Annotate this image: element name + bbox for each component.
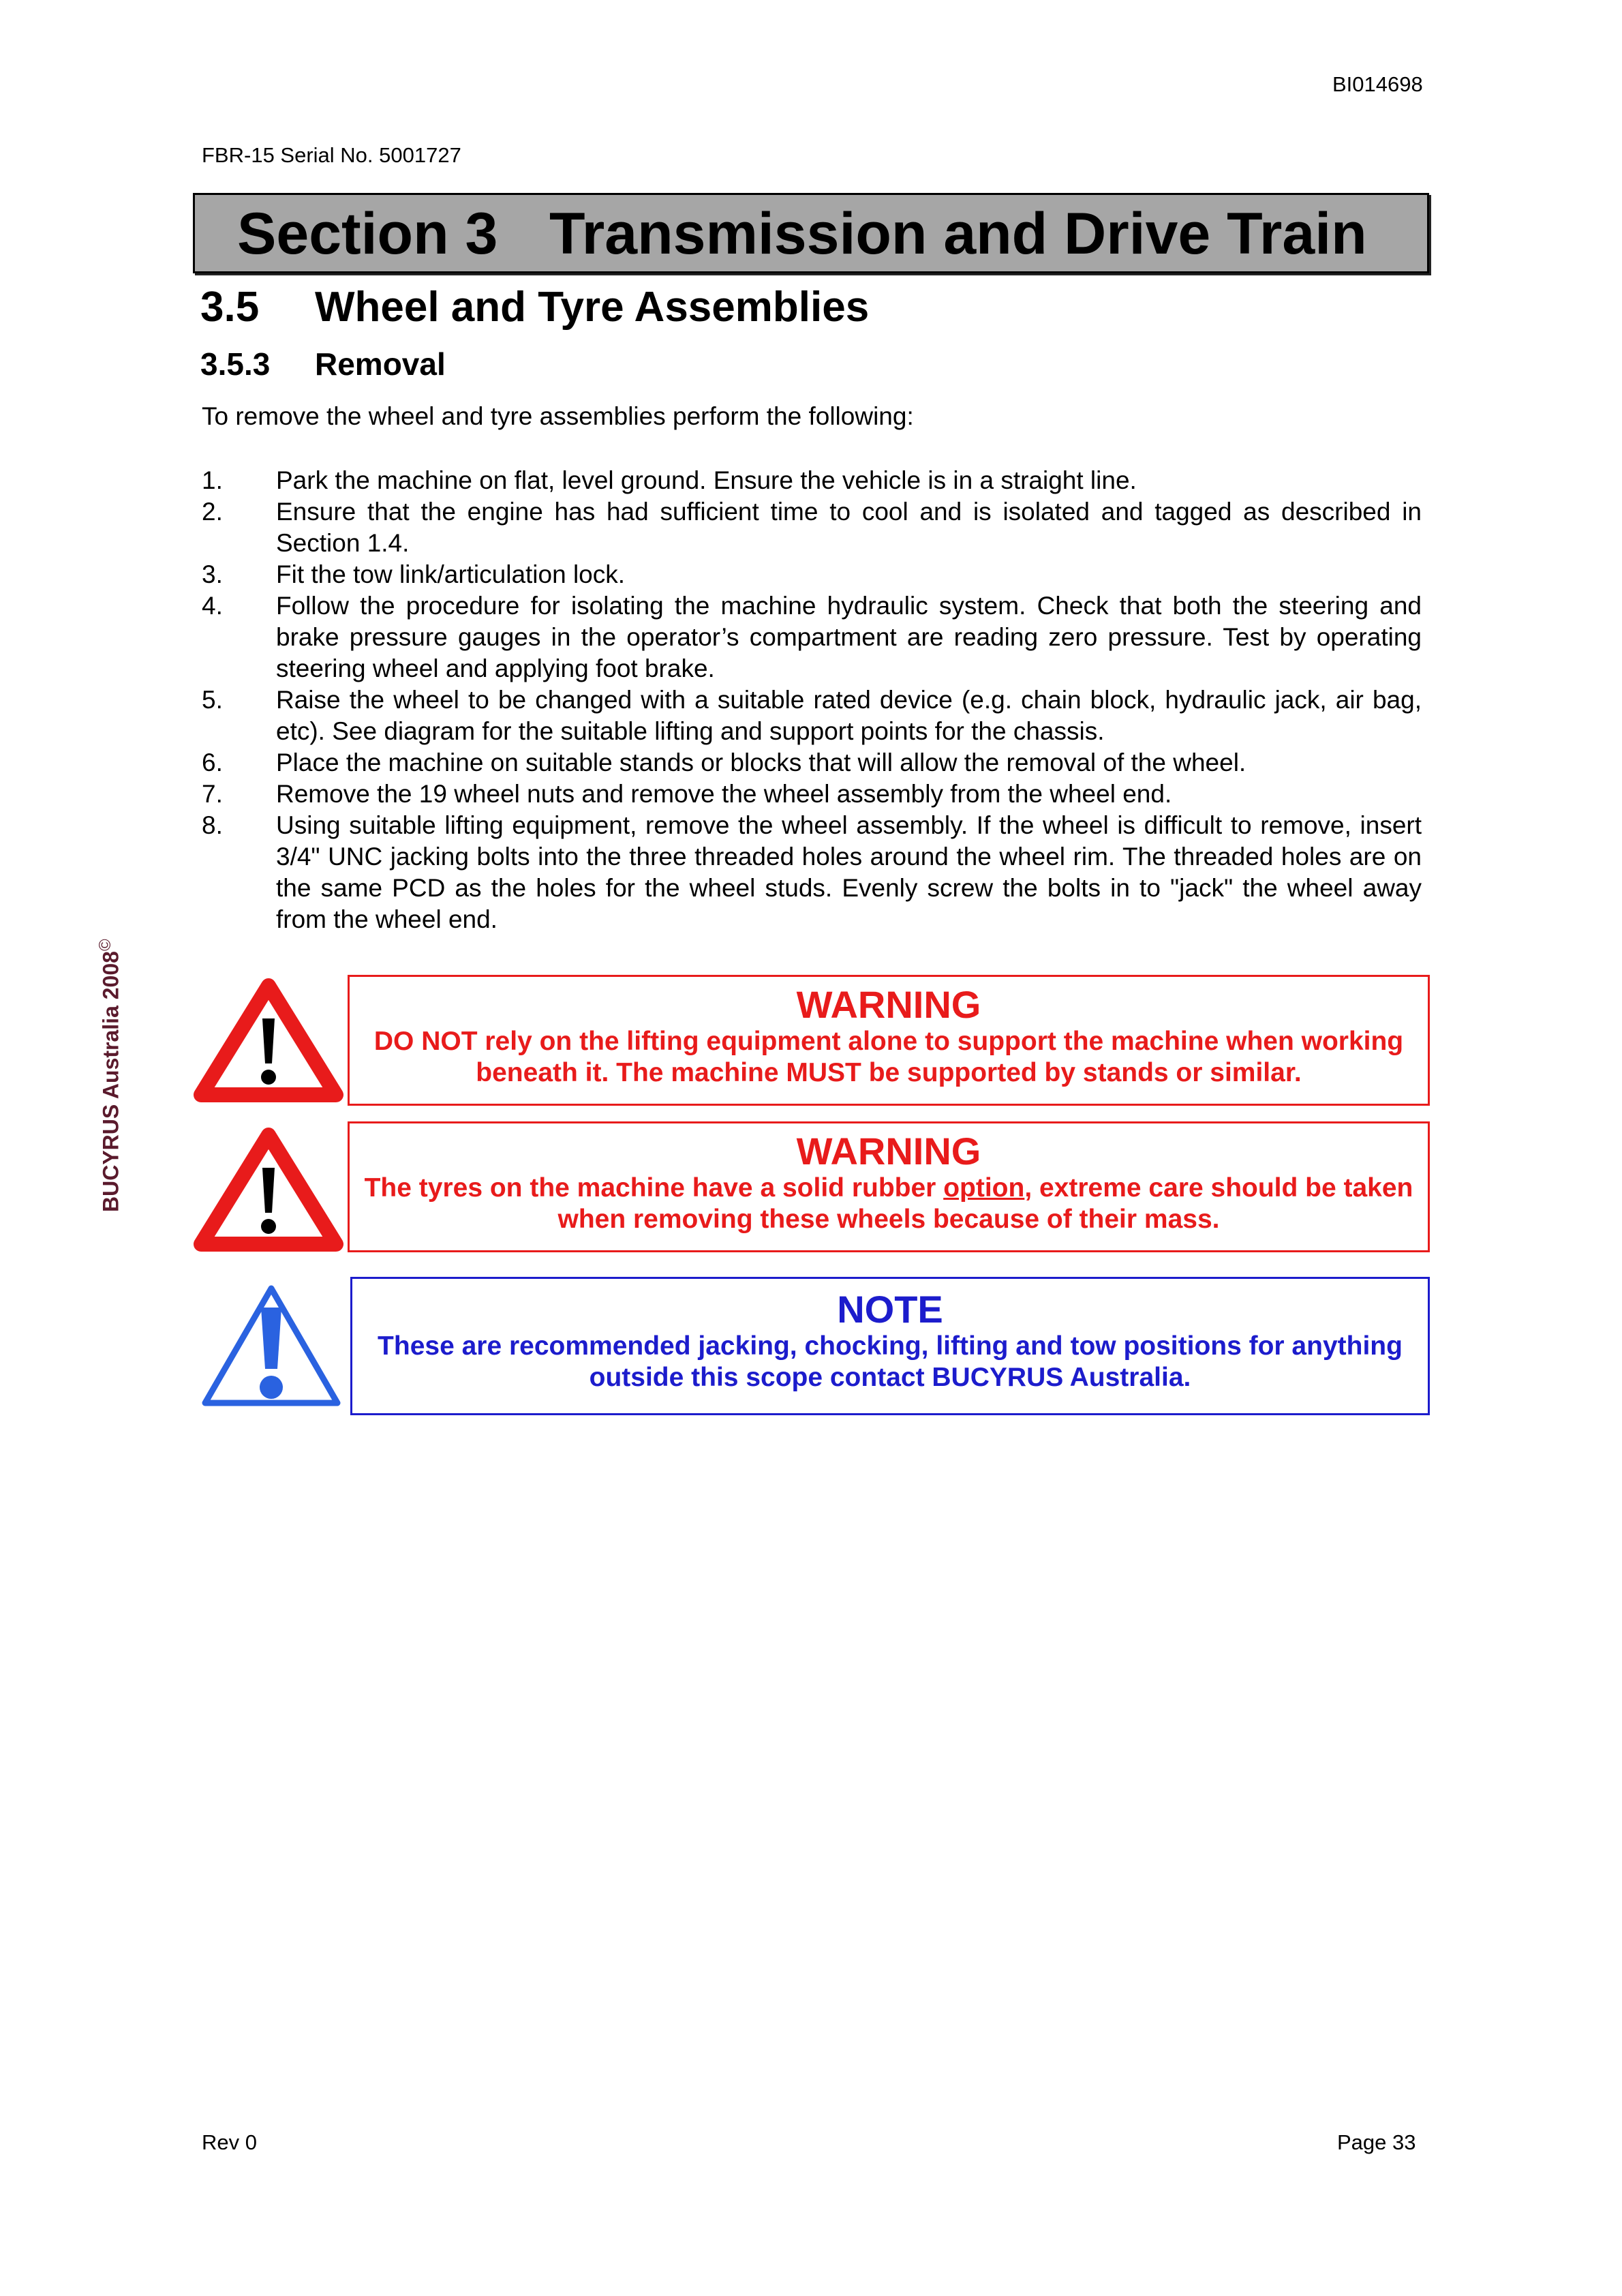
subsubsection-title: Removal: [315, 346, 446, 382]
list-item: [202, 496, 1422, 559]
step-text: Fit the tow link/articulation lock.: [276, 560, 626, 588]
revision-label: Rev 0: [202, 2130, 257, 2154]
step-text: Follow the procedure for isolating the machine hydraulic system. Check that both the steering and brake pressure gauges in the operator’s compartment are reading zero pressure. Test by operating steering wheel and applying foot brake.: [276, 592, 1422, 682]
step-number: 4.: [202, 592, 223, 620]
step-text: Raise the wheel to be changed with a suitable rated device (e.g. chain block, hydraulic jack, air bag, etc). See diagram for the suitable lifting and support points for the chassis.: [276, 686, 1422, 745]
subsection-number: 3.5: [200, 284, 260, 331]
step-number: 8.: [202, 811, 223, 839]
document-id: BI014698: [1332, 72, 1423, 96]
warning-triangle-icon: [193, 976, 344, 1104]
warning-heading: WARNING: [796, 983, 981, 1026]
step-number: 6.: [202, 749, 223, 776]
note-callout: [350, 1277, 1430, 1415]
section-number: Section 3: [237, 201, 498, 267]
warning-callout-2: [348, 1121, 1430, 1252]
list-item: [202, 559, 1422, 590]
serial-number: FBR-15 Serial No. 5001727: [202, 143, 461, 167]
warning-text: [350, 1173, 1428, 1235]
page-number: Page 33: [1337, 2130, 1416, 2154]
step-number: 1.: [202, 466, 223, 494]
list-item: [202, 684, 1422, 747]
note-heading: NOTE: [837, 1288, 943, 1331]
step-text: Place the machine on suitable stands or blocks that will allow the removal of the wheel.: [276, 749, 1246, 776]
subsection-title: Wheel and Tyre Assemblies: [315, 284, 870, 331]
step-number: 5.: [202, 686, 223, 714]
copyright-text: BUCYRUS Australia 2008: [98, 951, 123, 1212]
list-item: [202, 747, 1422, 779]
section-title: Transmission and Drive Train: [549, 201, 1367, 267]
side-copyright: [65, 933, 127, 1219]
list-item: [202, 465, 1422, 496]
list-item: [202, 810, 1422, 935]
warning-text-part: The tyres on the machine have a solid rubber: [364, 1173, 944, 1203]
step-text: Ensure that the engine has had sufficient time to cool and is isolated and tagged as described in Section 1.4.: [276, 498, 1422, 557]
warning-text: DO NOT rely on the lifting equipment alone to support the machine when working beneath it. The machine MUST be supported by stands or similar.: [373, 1027, 1404, 1087]
step-number: 3.: [202, 560, 223, 588]
section-banner: [193, 193, 1429, 273]
list-item: [202, 590, 1422, 684]
note-text: These are recommended jacking, chocking, lifting and tow positions for anything outside this scope contact BUCYRUS Australia.: [378, 1331, 1403, 1392]
step-number: 7.: [202, 780, 223, 808]
warning-callout-1: [348, 975, 1430, 1106]
step-text: Remove the 19 wheel nuts and remove the wheel assembly from the wheel end.: [276, 780, 1172, 808]
list-item: [202, 779, 1422, 810]
step-text: Using suitable lifting equipment, remove the wheel assembly. If the wheel is difficult to remove, insert 3/4" UNC jacking bolts into the three threaded holes around the wheel rim. The threaded holes are on the same PCD as the holes for the wheel studs. Evenly screw the bolts in to "jack" the wheel away from the wheel end.: [276, 811, 1422, 933]
removal-steps-list: [202, 465, 1422, 935]
copyright-symbol: ©: [96, 939, 114, 952]
info-triangle-icon: [196, 1280, 347, 1408]
warning-heading: WARNING: [796, 1130, 981, 1173]
step-number: 2.: [202, 498, 223, 526]
warning-triangle-icon: [193, 1126, 344, 1254]
warning-text-part: , extreme care should be taken when removing these wheels because of their mass.: [557, 1173, 1413, 1234]
step-text: Park the machine on flat, level ground. Ensure the vehicle is in a straight line.: [276, 466, 1137, 494]
warning-text-underlined: option: [943, 1173, 1025, 1203]
subsubsection-number: 3.5.3: [200, 346, 271, 382]
intro-text: To remove the wheel and tyre assemblies perform the following:: [202, 402, 914, 430]
